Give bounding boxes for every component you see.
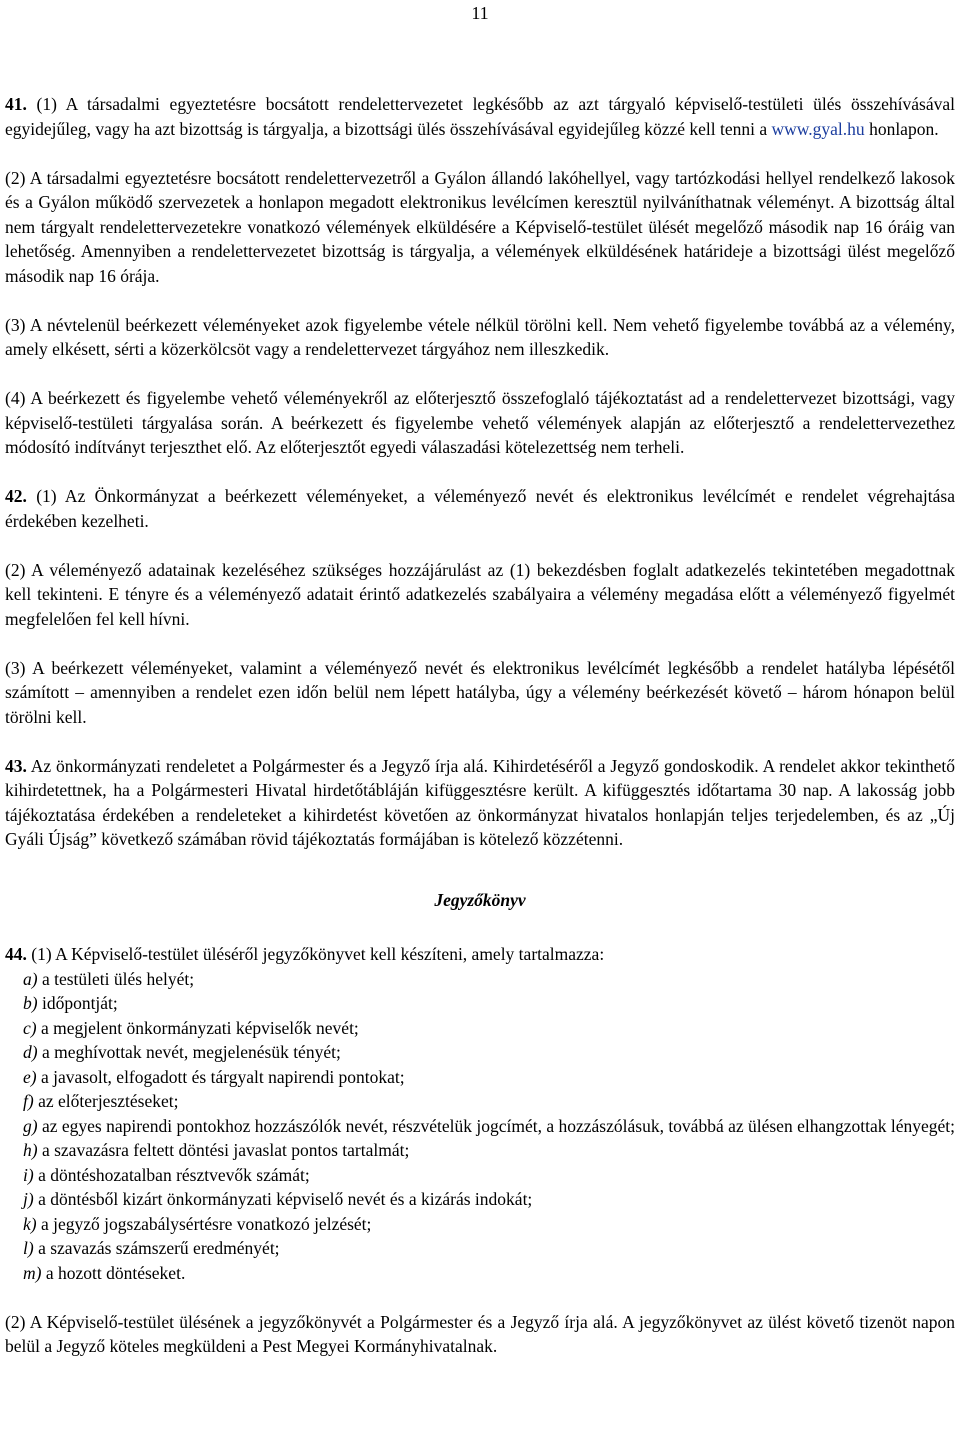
list-item: d) a meghívottak nevét, megjelenésük tényét; [23,1042,341,1062]
list-item: j) a döntésből kizárt önkormányzati képviselő nevét és a kizárás indokát; [23,1189,533,1209]
section-43-paragraph-1: 43. Az önkormányzati rendeletet a Polgármester és a Jegyző írja alá. Kihirdetéséről a Jegyző gondoskodik. A rendelet akkor tekinthető kihirdetettnek, ha a Polgármesteri Hivatal hirdetőtábláján kifüggesztésre került. A kifüggesztés időtartama 30 nap. A lakosság jobb tájékoztatása érdekében a rendeleteket a kihirdetést követően az önkormányzat hivatalos honlapján teljes terjedelemben, és az „Új Gyáli Újság” következő számában rövid tájékoztatás formájában is kötelező közzétenni. [5,755,956,849]
list-item: g) az egyes napirendi pontokhoz hozzászólók nevét, részvételük jogcímét, a hozzászólásuk, továbbá az ülésen elhangzottak lényegét; [23,1115,955,1136]
list-item: k) a jegyző jogszabálysértésre vonatkozó jelzését; [23,1213,372,1234]
section-number: 43. [5,755,27,776]
list-item: b) időpontját; [23,993,118,1013]
list-item: a) a testületi ülés helyét; [23,968,195,989]
list-item: h) a szavazásra feltett döntési javaslat pontos tartalmát; [23,1140,410,1160]
section-heading: Jegyzőkönyv [434,889,526,910]
section-42-paragraph-1: 42. (1) Az Önkormányzat a beérkezett véleményeket, a véleményező nevét és elektronikus levélcímét e rendelet végrehajtása érdekében kezelheti. [5,486,955,531]
section-42-paragraph-3: (3) A beérkezett véleményeket, valamint a véleményező nevét és elektronikus levélcímét legkésőbb a rendelet hatályba lépésétől számított – amennyiben a rendelet ezen időn belül nem lépett hatályba, úgy a vélemény beérkezését követő – három hónapon belül törölni kell. [5,657,955,727]
website-link[interactable]: www.gyal.hu [771,118,865,139]
section-41-paragraph-2: (2) A társadalmi egyeztetésre bocsátott rendelettervezetről a Gyálon állandó lakóhellyel, vagy tartózkodási hellyel rendelkező lakosok és a Gyálon működő szervezetek a honlapon megadott elektronikus levélcímen keresztül nyilváníthatnak véleményt. A bizottság által nem tárgyalt rendelettervezetekre vonatkozó vélemények elküldésére a Képviselő-testület ülését megelőző második nap 16 óráig van lehetőség. Amennyiben a rendelettervezetet bizottság is tárgyalja, a vélemények elküldésének határideje a bizottsági ülést megelőző második nap 16 órája. [5,167,955,286]
document-body [5,92,955,1359]
section-44-intro: 44. (1) A Képviselő-testület üléséről jegyzőkönyvet kell készíteni, amely tartalmazza: [5,944,605,964]
list-item: c) a megjelent önkormányzati képviselők nevét; [23,1017,359,1038]
section-41-paragraph-1: 41. (1) A társadalmi egyeztetésre bocsátott rendelettervezetet legkésőbb az azt tárgyaló képviselő-testületi ülés összehívásával egyidejűleg, vagy ha azt bizottság is tárgyalja, a bizottsági ülés összehívásával egyidejűleg közzé kell tenni a www.gyal.hu honlapon. [5,94,955,139]
list-item: f) az előterjesztéseket; [23,1091,179,1111]
section-number: 41. [5,94,27,114]
list-item: e) a javasolt, elfogadott és tárgyalt napirendi pontokat; [23,1066,405,1087]
section-44-paragraph-2: (2) A Képviselő-testület ülésének a jegyzőkönyvét a Polgármester és a Jegyző írja alá. A jegyzőkönyvet az ülést követő tizenöt napon belül a Jegyző köteles megküldeni a Pest Megyei Kormányhivatalnak. [5,1311,955,1356]
section-number: 42. [5,486,27,506]
section-42-paragraph-2: (2) A véleményező adatainak kezeléséhez szükséges hozzájárulást az (1) bekezdésben foglalt adatkezelés tekintetében megadottnak kell tekinteni. E tényre és a véleményező adatait érintő adatkezelés szabályaira a vélemény megadása előtt a véleményező figyelmét megfelelően fel kell hívni. [5,559,955,629]
page-number: 11 [471,3,489,23]
section-number: 44. [5,944,27,964]
section-41-paragraph-3: (3) A névtelenül beérkezett véleményeket azok figyelembe vétele nélkül törölni kell. Nem vehető figyelembe továbbá az a vélemény, amely elkésett, sérti a közerkölcsöt vagy a rendelettervezet tárgyához nem illeszkedik. [5,314,955,359]
minutes-contents-list [5,967,955,1286]
section-41-paragraph-4: (4) A beérkezett és figyelembe vehető véleményekről az előterjesztő összefoglaló tájékoztatást ad a rendelettervezet bizottsági, vagy képviselő-testületi tárgyalása során. A beérkezett és figyelembe vehető vélemények alapján az előterjesztő a rendelettervezethez módosító indítványt terjeszthet elő. Az előterjesztőt egyedi válaszadási kötelezettség nem terheli. [5,388,955,457]
list-item: i) a döntéshozatalban résztvevők számát; [23,1164,310,1185]
list-item: m) a hozott döntéseket. [23,1262,186,1283]
list-item: l) a szavazás számszerű eredményét; [23,1238,280,1258]
